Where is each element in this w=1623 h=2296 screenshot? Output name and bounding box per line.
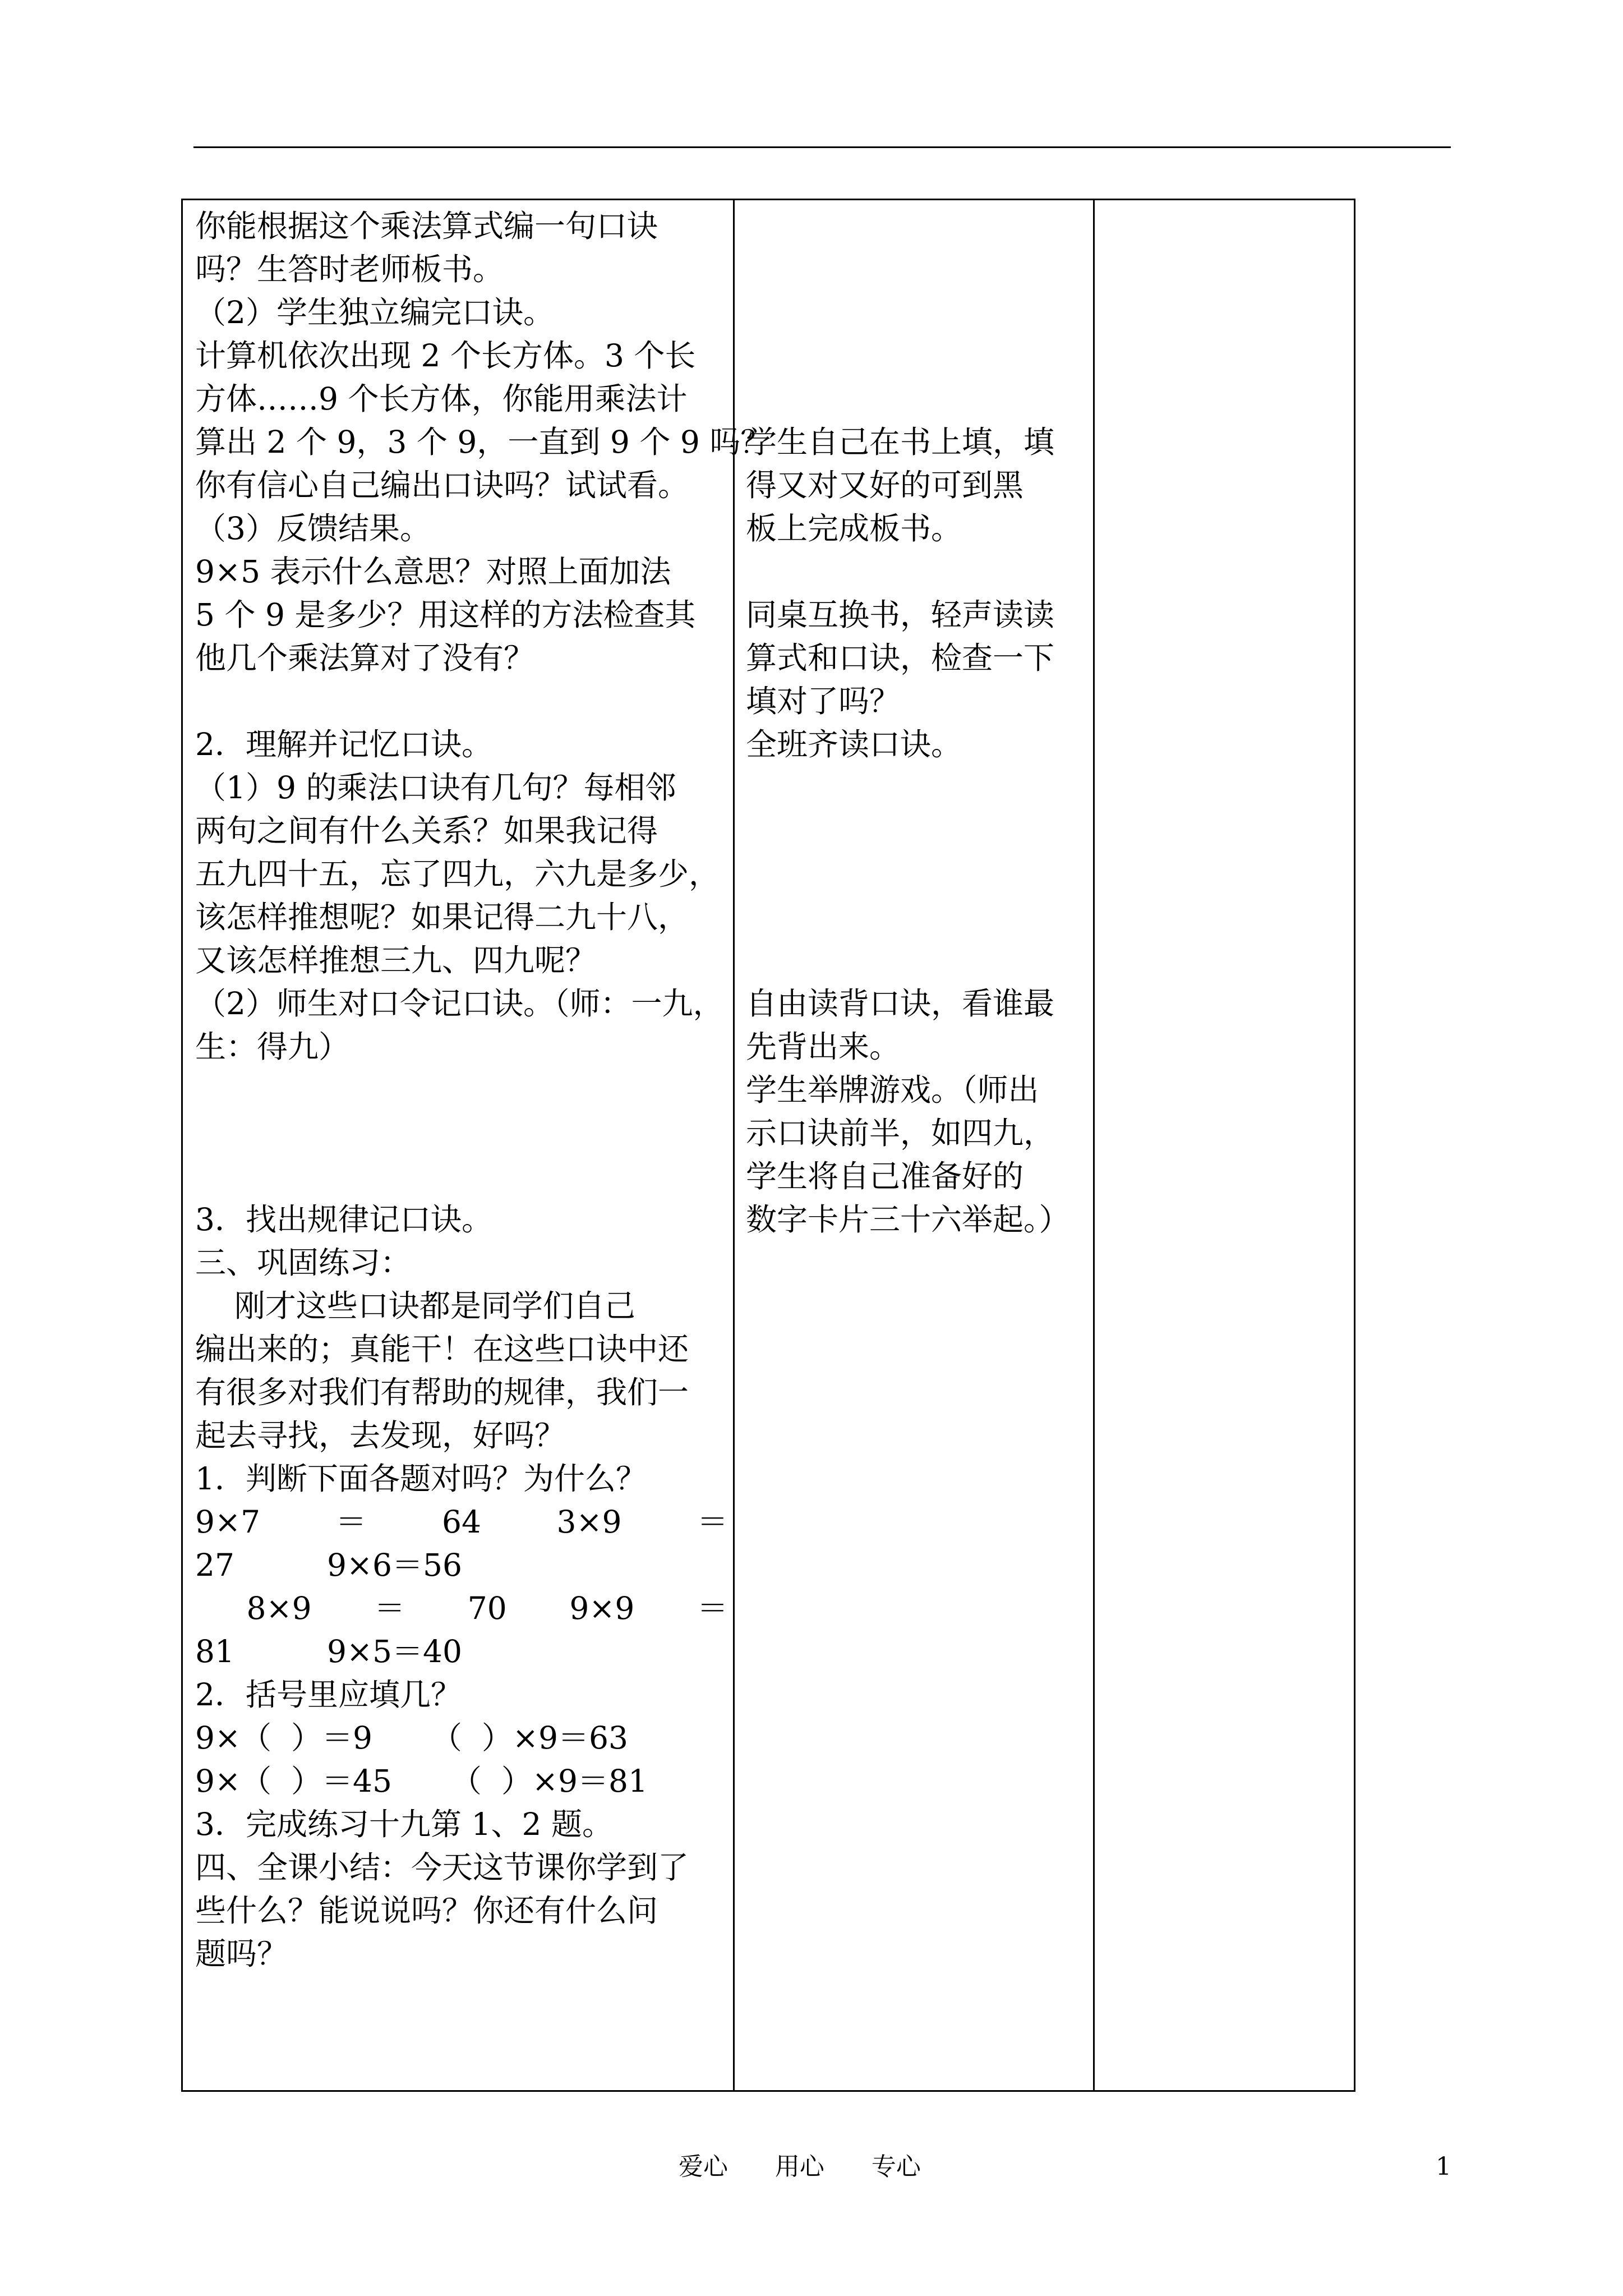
student-text-line: 先背出来。 <box>746 1029 901 1065</box>
teaching-text-line: 五九四十五，忘了四九，六九是多少， <box>195 856 720 892</box>
student-text-line: 得又对又好的可到黑 <box>746 467 1024 503</box>
student-text-line: 算式和口诀，检查一下 <box>746 640 1055 676</box>
student-text-line: 学生自己在书上填，填 <box>746 424 1055 460</box>
page-footer <box>0 2147 1623 2187</box>
header-rule <box>193 146 1451 148</box>
lesson-table <box>181 199 1355 2092</box>
teaching-text-line: 27 9×6＝56 <box>195 1547 463 1583</box>
teaching-text-line: 计算机依次出现 2 个长方体。3 个长 <box>195 338 696 374</box>
teaching-text-line: 起去寻找，去发现，好吗？ <box>195 1418 566 1453</box>
teaching-text-line: 三、巩固练习： <box>195 1245 412 1281</box>
teaching-text-line: 刚才这些口诀都是同学们自己 <box>195 1288 635 1324</box>
teaching-text-line: 方体……9 个长方体，你能用乘法计 <box>195 381 688 417</box>
teaching-text-line: （2）师生对口令记口诀。（师：一九， <box>195 986 724 1022</box>
teaching-text-line: 1．判断下面各题对吗？为什么？ <box>195 1461 647 1497</box>
page-number: 1 <box>1436 2152 1451 2181</box>
teaching-text-line: 9×5 表示什么意思？对照上面加法 <box>195 554 671 590</box>
student-text-line: 自由读背口诀，看谁最 <box>746 986 1055 1022</box>
student-text-line: 全班齐读口诀。 <box>746 726 962 762</box>
teaching-text-line: 9×7 ＝ 64 3×9 ＝ <box>195 1504 728 1540</box>
teaching-text-line: 5 个 9 是多少？用这样的方法检查其 <box>195 597 696 633</box>
teaching-text-line: 3．完成练习十九第 1、2 题。 <box>195 1806 613 1842</box>
teaching-text-line: 81 9×5＝40 <box>195 1634 463 1669</box>
teaching-text-line: 该怎样推想呢？如果记得二九十八， <box>195 899 689 935</box>
teaching-text-line: 你有信心自己编出口诀吗？试试看。 <box>195 467 689 503</box>
teaching-text-line: 生：得九） <box>195 1029 350 1065</box>
teaching-text-line: 你能根据这个乘法算式编一句口诀 <box>195 208 658 244</box>
teaching-text-line: （2）学生独立编完口诀。 <box>195 295 554 330</box>
teaching-text-line: 算出 2 个 9，3 个 9，一直到 9 个 9 吗？ <box>195 424 772 460</box>
student-text-line: 学生将自己准备好的 <box>746 1158 1024 1194</box>
teaching-text-line: 题吗？ <box>195 1936 288 1972</box>
teaching-text-line: 吗？生答时老师板书。 <box>195 251 504 287</box>
teaching-text-line: 8×9 ＝ 70 9×9 ＝ <box>195 1590 728 1626</box>
teaching-text-line: 编出来的；真能干！在这些口诀中还 <box>195 1331 689 1367</box>
column-divider <box>1093 200 1095 2090</box>
teaching-text-line: 2．理解并记忆口诀。 <box>195 726 492 762</box>
student-text-line: 填对了吗？ <box>746 683 901 719</box>
teaching-text-line: 他几个乘法算对了没有？ <box>195 640 535 676</box>
teaching-text-line: （1）9 的乘法口诀有几句？每相邻 <box>195 770 676 806</box>
teaching-text-line: 四、全课小结：今天这节课你学到了 <box>195 1849 689 1885</box>
teaching-text-line: 3．找出规律记口诀。 <box>195 1202 492 1237</box>
teaching-text-line: 2．括号里应填几？ <box>195 1677 462 1713</box>
teaching-text-line: 些什么？能说说吗？你还有什么问 <box>195 1893 658 1929</box>
teaching-text-line: 又该怎样推想三九、四九呢？ <box>195 942 597 978</box>
student-text-line: 同桌互换书，轻声读读 <box>746 597 1055 633</box>
teaching-text-line: 两句之间有什么关系？如果我记得 <box>195 813 658 849</box>
teaching-text-line: 9×（ ）＝9 （ ）×9＝63 <box>195 1720 628 1756</box>
column-divider <box>733 200 735 2090</box>
footer-motto: 爱心 用心 专心 <box>679 2152 921 2181</box>
teaching-text-line: （3）反馈结果。 <box>195 510 431 546</box>
teaching-text-line: 有很多对我们有帮助的规律，我们一 <box>195 1374 689 1410</box>
student-text-line: 示口诀前半，如四九， <box>746 1115 1055 1151</box>
student-text-line: 学生举牌游戏。（师出 <box>746 1072 1039 1108</box>
student-text-line: 数字卡片三十六举起。） <box>746 1202 1070 1237</box>
student-text-line: 板上完成板书。 <box>746 510 962 546</box>
teaching-text-line: 9×（ ）＝45 （ ）×9＝81 <box>195 1763 648 1799</box>
